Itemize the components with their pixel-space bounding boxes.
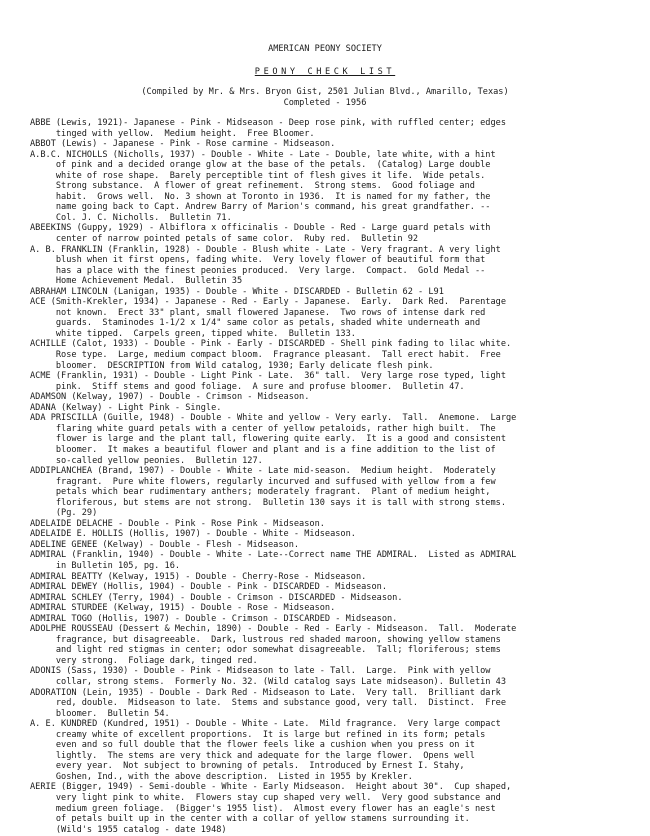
entry-line: ABBE (Lewis, 1921)- Japanese - Pink - Midseason - Deep rose pink, with ruffled center; edges [30,118,506,128]
entry-line: guards. Staminodes 1-1/2 x 1/4" same color as petals, shaded white underneath and [30,318,481,329]
entry-line: center of narrow pointed petals of same color. Ruby red. Bulletin 92 [30,234,419,245]
entry-admiral-sturdee [30,603,645,614]
entry-line: ADORATION (Lein, 1935) - Double - Dark Red - Midseason to Late. Very tall. Brilliant dark [30,687,501,698]
entry-line: tinged with yellow. Medium height. Free Bloomer. [30,128,315,139]
entry-line: ADMIRAL SCHLEY (Terry, 1904) - Double - Crimson - DISCARDED - Midseason. [30,592,403,603]
entry-line: ADMIRAL DEWEY (Hollis, 1904) - Double - Pink - DISCARDED - Midseason. [30,582,387,593]
compiled-by-line: (Compiled by Mr. & Mrs. Bryon Gist, 2501 Julian Blvd., Amarillo, Texas) [141,87,509,97]
entry-achille [30,339,645,371]
entry-adoration [30,688,645,720]
entry-line: Strong substance. A flower of great refinement. Strong stems. Good foliage and [30,181,475,192]
entry-line: and light red stigmas in center; odor somewhat disagreeable. Tall; floriferous; stems [30,645,501,656]
entry-line: in Bulletin 105, pg. 16. [30,560,181,571]
entry-line: of petals built up in the center with a collar of yellow stamens surrounding it. [30,814,470,825]
entry-line: Rose type. Large, medium compact bloom. Fragrance pleasant. Tall erect habit. Free [30,350,501,361]
entry-line: name going back to Capt. Andrew Barry of Marion's command, his great grandfather. -- [30,202,491,213]
society-heading: AMERICAN PEONY SOCIETY [268,44,382,54]
entry-line: ACHILLE (Calot, 1933) - Double - Pink - Early - DISCARDED - Shell pink fading to lilac white. [30,339,512,350]
entry-adonis [30,666,645,687]
entry-admiral-dewey [30,582,645,593]
entry-line: so-called yellow peonies. Bulletin 127. [30,455,263,466]
entry-adolphe-rousseau [30,624,645,666]
checklist-entries [30,118,645,835]
entry-a-b-franklin [30,245,645,287]
entry-line: not known. Erect 33" plant, small flowered Japanese. Two rows of intense dark red [30,307,486,318]
entry-line: ADMIRAL (Franklin, 1940) - Double - White - Late--Correct name THE ADMIRAL. Listed as ADMIRAL [30,550,517,561]
entry-line: AERIE (Bigger, 1949) - Semi-double - White - Early Midseason. Height about 30". Cup shaped, [30,782,512,793]
entry-admiral-beatty [30,572,645,583]
entry-line: ADMIRAL STURDEE (Kelway, 1915) - Double - Rose - Midseason. [30,603,336,614]
entry-adamson [30,392,645,403]
entry-line: Goshen, Ind., with the above description. Listed in 1955 by Krekler. [30,771,413,782]
entry-line: blush when it first opens, fading white. Very lovely flower of beautiful form that [30,255,486,266]
entry-a-e-kundred [30,719,645,782]
entry-line: A.B.C. NICHOLLS (Nicholls, 1937) - Double - White - Late - Double, late white, with a hint [30,149,496,160]
entry-line: bloomer. It makes a beautiful flower and plant and is a fine addition to the list of [30,444,496,455]
entry-adana [30,403,645,414]
entry-line: Col. J. C. Nicholls. Bulletin 71. [30,212,232,223]
entry-abbot [30,139,645,150]
entry-abbe [30,118,645,139]
entry-addiplanchea [30,466,645,519]
entry-abc-nicholls [30,150,645,224]
entry-ada-priscilla [30,413,645,466]
entry-line: has a place with the finest peonies produced. Very large. Compact. Gold Medal -- [30,265,486,276]
entry-line: pink. Stiff stems and good foliage. A sure and profuse bloomer. Bulletin 47. [30,381,465,392]
entry-line: (Wild's 1955 catalog - date 1948) [30,824,227,835]
entry-acme [30,371,645,392]
entry-line: ADDIPLANCHEA (Brand, 1907) - Double - White - Late mid-season. Medium height. Moderately [30,466,496,477]
entry-admiral-togo [30,614,645,625]
entry-line: Home Achievement Medal. Bulletin 35 [30,276,243,287]
entry-line: floriferous, but stems are not strong. Bulletin 130 says it is tall with strong stems. [30,497,506,508]
entry-line: ADELINE GENEE (Kelway) - Double - Flesh - Midseason. [30,539,300,550]
entry-line: fragrant. Pure white flowers, regularly incurved and suffused with yellow from a few [30,476,496,487]
page-title: PEONY CHECK LIST [254,67,396,77]
entry-line: habit. Grows well. No. 3 shown at Toronto in 1936. It is named for my father, the [30,191,491,202]
entry-line: bloomer. DESCRIPTION from Wild catalog, 1930; Early delicate flesh pink. [30,360,434,371]
entry-line: ADANA (Kelway) - Light Pink - Single. [30,402,222,413]
entry-line: white of rose shape. Barely perceptible tint of flesh gives it life. Wide petals. [30,170,486,181]
entry-line: creamy white of excellent proportions. It is large but refined in its form; petals [30,729,486,740]
entry-admiral-schley [30,593,645,604]
entry-line: very light pink to white. Flowers stay cup shaped very well. Very good substance and [30,793,501,803]
entry-line: bloomer. Bulletin 54. [30,708,170,719]
entry-admiral [30,550,645,571]
entry-line: ACME (Franklin, 1931) - Double - Light Pink - Late. 36" tall. Very large rose typed, light [30,371,506,382]
entry-line: (Pg. 29) [30,508,98,519]
entry-line: fragrance, but disagreeable. Dark, lustrous red shaded maroon, showing yellow stamens [30,634,501,645]
entry-line: every year. Not subject to browning of petals. Introduced by Ernest I. Stahy, [30,761,465,772]
entry-adelaide-delache [30,519,645,530]
entry-line: white tipped. Carpels green, tipped white. Bulletin 133. [30,328,356,339]
entry-ace [30,297,645,339]
entry-line: ABEEKINS (Guppy, 1929) - Albiflora x officinalis - Double - Red - Large guard petals with [30,223,491,234]
entry-abeekins [30,223,645,244]
entry-line: petals which bear rudimentary anthers; moderately fragrant. Plant of medium height, [30,487,491,498]
entry-line: flower is large and the plant tall, flowering quite early. It is a good and consistent [30,434,506,445]
entry-line: very strong. Foliage dark, tinged red. [30,655,258,666]
entry-line: ADELAIDE DELACHE - Double - Pink - Rose Pink - Midseason. [30,518,325,529]
entry-line: ABRAHAM LINCOLN (Lanigan, 1935) - Double - White - DISCARDED - Bulletin 62 - L91 [30,286,444,297]
entry-line: ADELAIDE E. HOLLIS (Hollis, 1907) - Double - White - Midseason. [30,529,356,540]
entry-line: ADOLPHE ROUSSEAU (Dessert & Mechin, 1890) - Double - Red - Early - Midseason. Tall. Moderate [30,624,517,635]
entry-line: medium green foliage. (Bigger's 1955 list). Almost every flower has an eagle's nest [30,803,496,814]
completed-line: Completed - 1956 [283,98,367,108]
entry-line: ADONIS (Sass, 1930) - Double - Pink - Midseason to late - Tall. Large. Pink with yellow [30,666,491,677]
entry-line: ADA PRISCILLA (Guille, 1948) - Double - White and yellow - Very early. Tall. Anemone. Large [30,413,517,424]
entry-aerie [30,782,645,835]
entry-line: ACE (Smith-Krekler, 1934) - Japanese - Red - Early - Japanese. Early. Dark Red. Parentage [30,297,506,308]
entry-line: ADMIRAL BEATTY (Kelway, 1915) - Double - Cherry-Rose - Midseason. [30,571,367,582]
entry-line: even and so full double that the flower feels like a cushion when you press on it [30,740,475,751]
entry-adelaide-hollis [30,529,645,540]
entry-line: A. B. FRANKLIN (Franklin, 1928) - Double - Blush white - Late - Very fragrant. A very light [30,244,501,255]
entry-line: ADMIRAL TOGO (Hollis, 1907) - Double - Crimson - DISCARDED - Midseason. [30,613,398,624]
entry-line: lightly. The stems are very thick and adequate for the large flower. Opens well [30,750,475,761]
entry-line: flaring white guard petals with a center of yellow petaloids, rather high built. The [30,423,496,434]
entry-line: collar, strong stems. Formerly No. 32. (Wild catalog says Late midseason). Bulletin 43 [30,676,506,687]
entry-adeline-genee [30,540,645,551]
entry-abraham-lincoln [30,287,645,298]
entry-line: A. E. KUNDRED (Kundred, 1951) - Double - White - Late. Mild fragrance. Very large compact [30,719,501,730]
entry-line: ADAMSON (Kelway, 1907) - Double - Crimson - Midseason. [30,392,310,403]
entry-line: of pink and a decided orange glow at the base of the petals. (Catalog) Large double [30,160,491,171]
entry-line: red, double. Midseason to late. Stems and substance good, very tall. Distinct. Free [30,698,506,709]
entry-line: ABBOT (Lewis) - Japanese - Pink - Rose carmine - Midseason. [30,139,336,150]
